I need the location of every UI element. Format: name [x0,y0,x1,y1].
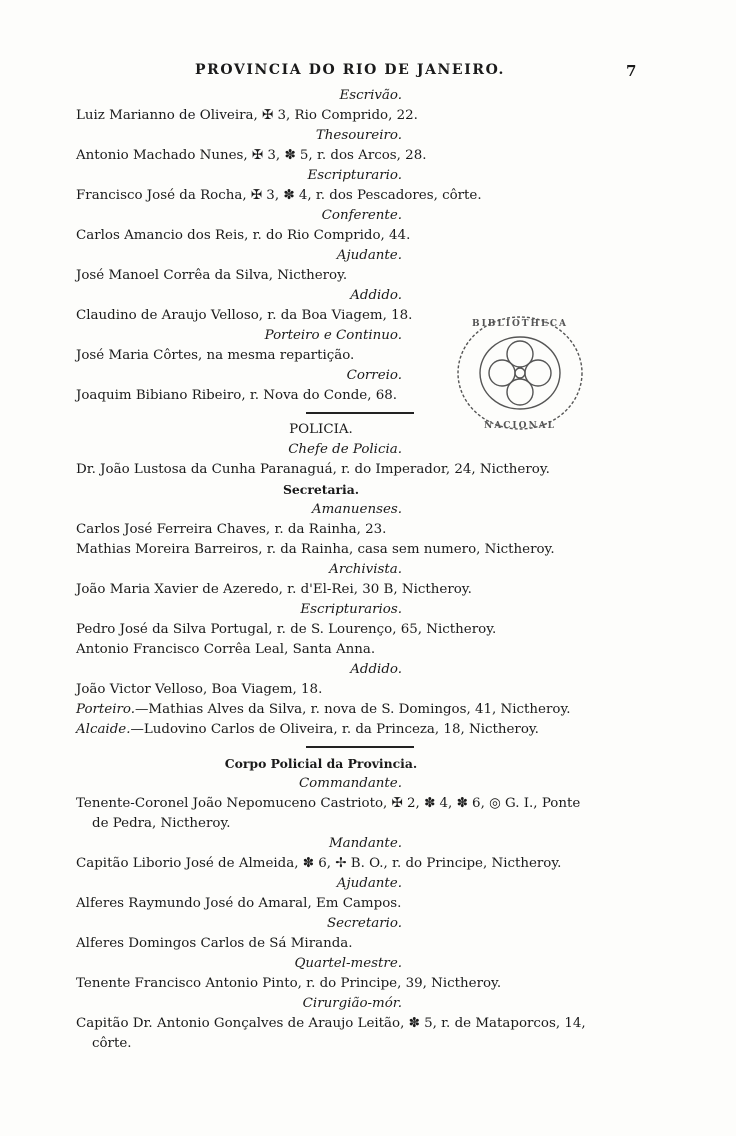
role-heading: Porteiro e Continuo. [264,328,402,343]
role-heading: Mandante. [328,836,402,851]
svg-text:NACIONAL: NACIONAL [484,421,556,431]
svg-text:BIBLIOTHECA: BIBLIOTHECA [471,319,569,329]
entry-line-alcaide [76,720,646,740]
entry-line: Dr. João Lustosa da Cunha Paranaguá, r. do Imperador, 24, Nictheroy. [76,462,550,477]
role-heading: Cirurgião-mór. [302,996,402,1011]
inline-entry: —Mathias Alves da Silva, r. nova de S. Domingos, 41, Nictheroy. [135,702,571,717]
section-divider [306,412,414,414]
role-heading: Escripturario. [307,168,402,183]
role-heading: Chefe de Policia. [288,442,402,457]
entry-line: Mathias Moreira Barreiros, r. da Rainha, casa sem numero, Nictheroy. [76,542,555,557]
entry-continuation: de Pedra, Nictheroy. [92,816,231,831]
section-heading-corpo-policial: Corpo Policial da Provincia. [224,756,418,771]
entry-line: José Manoel Corrêa da Silva, Nictheroy. [76,268,348,283]
role-heading: Commandante. [298,776,402,791]
role-heading: Amanuenses. [311,502,402,517]
role-heading: Thesoureiro. [315,128,402,143]
role-heading: Escrivão. [339,88,402,103]
entry-line: Tenente Francisco Antonio Pinto, r. do Principe, 39, Nictheroy. [76,976,502,991]
role-heading: Archivista. [329,562,402,577]
entry-line: Francisco José da Rocha, ✠ 3, ✽ 4, r. dos Pescadores, côrte. [76,188,482,203]
entry-line: José Maria Côrtes, na mesma repartição. [76,348,355,363]
entry-line: Claudino de Araujo Velloso, r. da Boa Viagem, 18. [76,308,413,323]
entry-line: Antonio Francisco Corrêa Leal, Santa Anna. [76,642,376,657]
role-heading: Ajudante. [336,248,402,263]
entry-line: João Victor Velloso, Boa Viagem, 18. [76,682,323,697]
role-heading: Correio. [346,368,402,383]
section-divider [306,746,414,748]
entry-line: Carlos Amancio dos Reis, r. do Rio Comprido, 44. [76,228,411,243]
entry-line: Capitão Dr. Antonio Gonçalves de Araujo Leitão, ✽ 5, r. de Mataporcos, 14, [76,1016,586,1031]
role-heading: Addido. [350,288,402,303]
entry-line: Carlos José Ferreira Chaves, r. da Rainha, 23. [76,522,387,537]
entry-line: Joaquim Bibiano Ribeiro, r. Nova do Conde, 68. [76,388,398,403]
entry-line-porteiro [76,700,646,720]
page-number: 7 [626,62,637,80]
running-header [0,62,736,82]
page-title: PROVINCIA DO RIO DE JANEIRO. [194,62,506,78]
inline-role: Alcaide. [76,722,131,737]
role-heading: Secretario. [326,916,402,931]
entry-line: Pedro José da Silva Portugal, r. de S. Lourenço, 65, Nictheroy. [76,622,497,637]
directory-listing [76,86,646,1054]
entry-line: Alferes Raymundo José do Amaral, Em Campos. [76,896,402,911]
section-heading-policia: POLICIA. [289,422,353,437]
entry-line: João Maria Xavier de Azeredo, r. d'El-Rei, 30 B, Nictheroy. [76,582,472,597]
entry-line: Luiz Marianno de Oliveira, ✠ 3, Rio Comprido, 22. [76,108,418,123]
entry-line: Tenente-Coronel João Nepomuceno Castrioto, ✠ 2, ✽ 4, ✽ 6, ◎ G. I., Ponte [76,796,581,811]
role-heading: Ajudante. [336,876,402,891]
library-stamp-icon [452,310,588,436]
role-heading: Addido. [350,662,402,677]
inline-entry: —Ludovino Carlos de Oliveira, r. da Princeza, 18, Nictheroy. [130,722,539,737]
role-heading: Conferente. [321,208,402,223]
entry-line: Antonio Machado Nunes, ✠ 3, ✽ 5, r. dos Arcos, 28. [76,148,427,163]
role-heading: Escripturarios. [300,602,402,617]
entry-continuation: côrte. [92,1036,132,1051]
entry-line: Alferes Domingos Carlos de Sá Miranda. [76,936,353,951]
subsection-heading-secretaria: Secretaria. [282,482,360,497]
inline-role: Porteiro. [76,702,136,717]
entry-line: Capitão Liborio José de Almeida, ✽ 6, ✢ B. O., r. do Principe, Nictheroy. [76,856,562,871]
role-heading: Quartel-mestre. [294,956,402,971]
